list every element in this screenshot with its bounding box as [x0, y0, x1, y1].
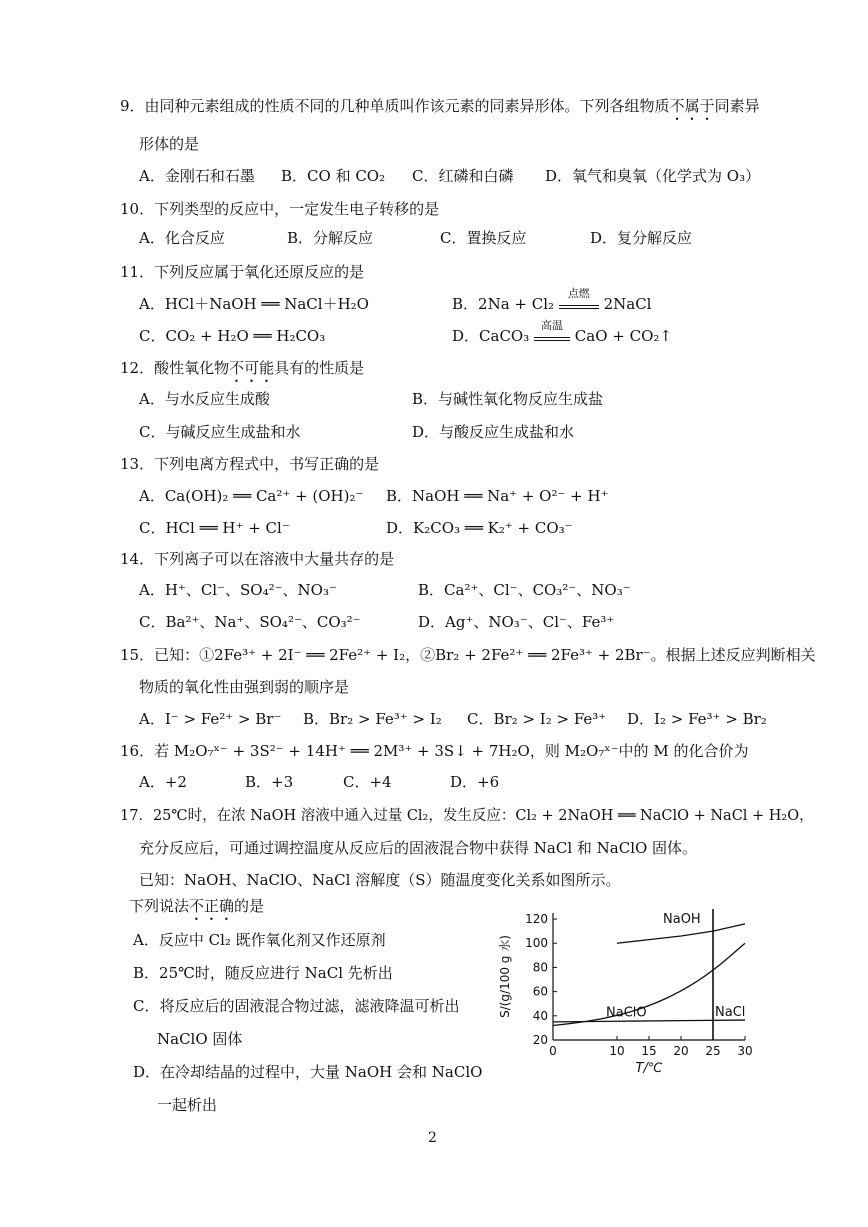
q13-option-d: D．K₂CO₃ ══ K₂⁺ + CO₃⁻	[386, 519, 573, 537]
x-tick-label: 10	[609, 1044, 625, 1058]
q14-option-c: C．Ba²⁺、Na⁺、SO₄²⁻、CO₃²⁻	[139, 613, 361, 631]
y-tick-label: 80	[532, 960, 548, 975]
q11-d-products: CaO + CO₂↑	[574, 327, 672, 345]
q9-option-a: A．金刚石和石墨	[139, 167, 255, 185]
y-tick-label: 20	[532, 1033, 548, 1047]
q9-option-d: D．氧气和臭氧（化学式为 O₃）	[545, 167, 761, 185]
series-label-naclo: NaClO	[606, 1005, 647, 1021]
q11-d-reactants: D．CaCO₃	[452, 327, 530, 345]
q17-option-a: A．反应中 Cl₂ 既作氧化剂又作还原剂	[133, 931, 386, 949]
y-tick-label: 60	[532, 984, 548, 999]
series-label-naoh: NaOH	[663, 912, 701, 928]
q9-stem-text: 9．由同种元素组成的性质不同的几种单质叫作该元素的同素异形体。下列各组物质	[120, 97, 670, 115]
q13-option-c: C．HCl ══ H⁺ + Cl⁻	[139, 519, 290, 537]
solubility-chart	[495, 905, 760, 1080]
q17-option-b: B．25℃时，随反应进行 NaCl 先析出	[133, 964, 393, 982]
q13-stem: 13．下列电离方程式中，书写正确的是	[120, 455, 380, 473]
q15-option-b: B．Br₂ > Fe³⁺ > I₂	[303, 710, 442, 728]
q11-b-arrow	[559, 287, 599, 309]
x-axis-label: T/℃	[635, 1061, 663, 1076]
q14-option-b: B．Ca²⁺、Cl⁻、CO₃²⁻、NO₃⁻	[418, 581, 631, 599]
q17-option-d-line1: D．在冷却结晶的过程中，大量 NaOH 会和 NaClO	[133, 1063, 483, 1081]
q9-option-c: C．红磷和白磷	[412, 167, 514, 185]
q9-emphasis: 不属于	[669, 97, 715, 115]
q11-option-b	[452, 287, 652, 314]
q10-option-a: A．化合反应	[139, 229, 225, 247]
q16-option-b: B．+3	[245, 773, 294, 791]
q10-option-c: C．置换反应	[440, 229, 527, 247]
q17-emphasis: 不正确	[189, 897, 235, 915]
q14-stem: 14．下列离子可以在溶液中大量共存的是	[120, 550, 395, 568]
q12-option-b: B．与碱性氧化物反应生成盐	[412, 390, 604, 408]
y-tick-label: 100	[525, 936, 548, 951]
q12-option-a: A．与水反应生成酸	[139, 390, 270, 408]
q17-stem-line4	[129, 896, 264, 924]
x-tick-label: 30	[737, 1044, 753, 1058]
x-tick-label: 15	[641, 1044, 657, 1058]
q12-emphasis: 不可能	[229, 359, 275, 377]
q10-option-b: B．分解反应	[287, 229, 374, 247]
q15-stem-line2: 物质的氧化性由强到弱的顺序是	[139, 678, 350, 696]
q11-b-condition: 点燃	[567, 287, 590, 300]
y-axis-label: S/(g/100 g 水)	[498, 935, 512, 1018]
x-tick-label: 0	[549, 1044, 557, 1058]
q11-option-d	[452, 319, 672, 346]
q15-stem-line1: 15．已知：①2Fe³⁺ + 2I⁻ ══ 2Fe²⁺ + I₂，②Br₂ + 2Fe²⁺ ══ 2Fe³⁺ + 2Br⁻。根据上述反应判断相关	[120, 646, 816, 664]
x-tick-label: 20	[673, 1044, 689, 1058]
y-tick-label: 40	[532, 1008, 548, 1023]
series-label-nacl: NaCl	[715, 1004, 746, 1020]
q11-b-reactants: B．2Na + Cl₂	[452, 295, 555, 313]
q17-option-c-line1: C．将反应后的固液混合物过滤，滤液降温可析出	[133, 997, 460, 1015]
q10-option-d: D．复分解反应	[590, 229, 693, 247]
q12-option-c: C．与碱反应生成盐和水	[139, 423, 301, 441]
q14-option-d: D．Ag⁺、NO₃⁻、Cl⁻、Fe³⁺	[418, 613, 615, 631]
q9-option-b: B．CO 和 CO₂	[281, 167, 386, 185]
q9-stem-line2: 形体的是	[139, 135, 200, 153]
q16-option-c: C．+4	[343, 773, 392, 791]
x-tick-label: 25	[705, 1044, 721, 1058]
q12-stem	[120, 358, 364, 386]
q17-option-c-line2: NaClO 固体	[157, 1030, 243, 1048]
q16-option-d: D．+6	[450, 773, 500, 791]
q17-stem-line3: 已知：NaOH、NaClO、NaCl 溶解度（S）随温度变化关系如图所示。	[139, 871, 621, 889]
q11-option-a: A．HCl＋NaOH ══ NaCl＋H₂O	[139, 295, 369, 313]
q14-option-a: A．H⁺、Cl⁻、SO₄²⁻、NO₃⁻	[139, 581, 337, 599]
q13-option-a: A．Ca(OH)₂ ══ Ca²⁺ + (OH)₂⁻	[139, 487, 364, 505]
q17-stem-line1: 17．25℃时，在浓 NaOH 溶液中通入过量 Cl₂，发生反应：Cl₂ + 2NaOH ══ NaClO + NaCl + H₂O，	[120, 808, 814, 824]
series-line-nacl	[553, 1020, 745, 1022]
y-tick-label: 120	[525, 912, 548, 927]
q16-stem: 16．若 M₂O₇ˣ⁻ + 3S²⁻ + 14H⁺ ══ 2M³⁺ + 3S↓ + 7H₂O，则 M₂O₇ˣ⁻中的 M 的化合价为	[120, 742, 749, 760]
q15-option-c: C．Br₂ > I₂ > Fe³⁺	[467, 710, 607, 728]
page-number: 2	[428, 1130, 437, 1146]
q12-option-d: D．与酸反应生成盐和水	[412, 423, 575, 441]
q12-stem-tail: 具有的性质是	[274, 359, 365, 377]
q9-stem-tail: 同素异	[714, 97, 760, 115]
q12-stem-text: 12．酸性氧化物	[120, 359, 230, 377]
q11-d-arrow	[534, 319, 570, 341]
q15-option-a: A．I⁻ > Fe²⁺ > Br⁻	[139, 710, 282, 728]
q17-stem-line2: 充分反应后，可通过调控温度从反应后的固液混合物中获得 NaCl 和 NaClO 固体。	[139, 839, 698, 857]
q11-stem: 11．下列反应属于氧化还原反应的是	[120, 263, 365, 281]
q15-option-d: D．I₂ > Fe³⁺ > Br₂	[627, 710, 767, 728]
q10-stem: 10．下列类型的反应中，一定发生电子转移的是	[120, 200, 440, 218]
q11-d-condition: 高温	[541, 319, 564, 332]
q17-stem-text: 下列说法	[129, 897, 190, 915]
q17-option-d-line2: 一起析出	[157, 1096, 218, 1114]
q16-option-a: A．+2	[139, 773, 187, 791]
q11-b-products: 2NaCl	[603, 295, 652, 313]
q9-stem-line1	[120, 96, 760, 124]
q17-stem-tail: 的是	[234, 897, 265, 915]
q13-option-b: B．NaOH ══ Na⁺ + O²⁻ + H⁺	[386, 487, 609, 505]
q11-option-c: C．CO₂ + H₂O ══ H₂CO₃	[139, 327, 326, 345]
